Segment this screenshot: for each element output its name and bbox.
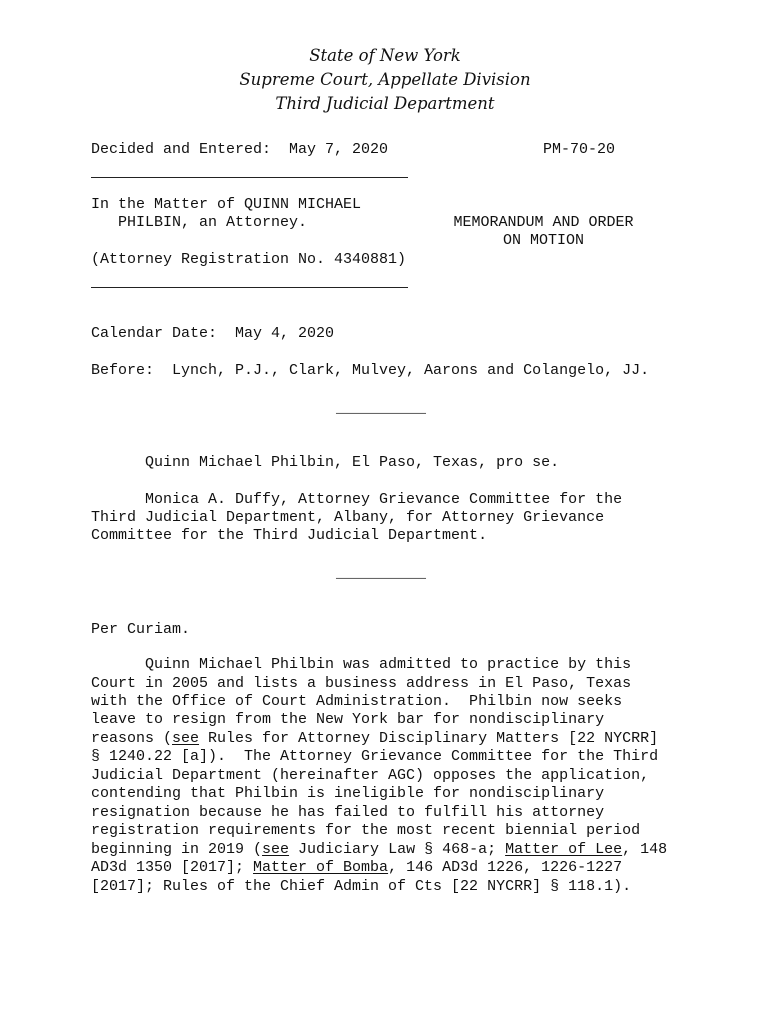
body-text: Judiciary Law § 468-a; [289,841,506,858]
order-type-line-2: ON MOTION [502,232,584,249]
section-separator-2: __________ [336,565,427,582]
body-line [91,730,658,748]
body-line: Judicial Department (hereinafter AGC) opposes the application, [91,767,650,784]
body-text: AD3d 1350 [2017]; [91,859,254,876]
signal-see: see [172,730,200,747]
body-line: [2017]; Rules of the Chief Admin of Cts [22 NYCRR] § 118.1). [91,878,632,895]
court-name-state: State of New York [309,46,461,65]
docket-number: PM-70-20 [543,141,616,158]
caption-rule-bottom [91,287,408,288]
body-line: § 1240.22 [a]). The Attorney Grievance Committee for the Third [91,748,659,765]
court-name-department: Third Judicial Department [275,94,495,113]
body-text: Rules for Attorney Disciplinary Matters [22 NYCRR] [199,730,659,747]
caption-line-2: PHILBIN, an Attorney. [91,214,308,231]
attorney-registration: (Attorney Registration No. 4340881) [91,251,407,268]
body-text: beginning in 2019 ( [91,841,263,858]
calendar-date: Calendar Date: May 4, 2020 [91,325,335,342]
panel-judges: Before: Lynch, P.J., Clark, Mulvey, Aarons and Colangelo, JJ. [91,362,650,379]
appearance-agc-line-1: Monica A. Duffy, Attorney Grievance Committee for the [91,491,623,508]
per-curiam-heading: Per Curiam. [91,621,191,638]
body-line: contending that Philbin is ineligible for nondisciplinary [91,785,605,802]
body-text: reasons ( [91,730,173,747]
body-line: resignation because he has failed to fulfill his attorney [91,804,605,821]
order-type-line-1: MEMORANDUM AND ORDER [453,214,634,231]
appearance-agc-line-3: Committee for the Third Judicial Department. [91,527,488,544]
case-citation-bomba: Matter of Bomba [253,859,389,876]
body-line [91,859,622,877]
appearance-respondent: Quinn Michael Philbin, El Paso, Texas, pro se. [91,454,560,471]
caption-line-1: In the Matter of QUINN MICHAEL [91,196,362,213]
body-line: Court in 2005 and lists a business address in El Paso, Texas [91,675,632,692]
case-citation-lee: Matter of Lee [505,841,623,858]
body-line: leave to resign from the New York bar for nondisciplinary [91,711,605,728]
decided-date: Decided and Entered: May 7, 2020 [91,141,389,158]
section-separator-1: __________ [336,400,427,417]
signal-see: see [262,841,290,858]
court-name-division: Supreme Court, Appellate Division [239,70,531,89]
caption-rule-top [91,177,408,178]
body-line: with the Office of Court Administration. Philbin now seeks [91,693,623,710]
body-line: Quinn Michael Philbin was admitted to practice by this [91,656,632,673]
appearance-agc-line-2: Third Judicial Department, Albany, for Attorney Grievance [91,509,605,526]
body-line [91,841,667,859]
body-text: , 148 [622,841,668,858]
body-text: , 146 AD3d 1226, 1226-1227 [388,859,623,876]
body-line: registration requirements for the most recent biennial period [91,822,641,839]
